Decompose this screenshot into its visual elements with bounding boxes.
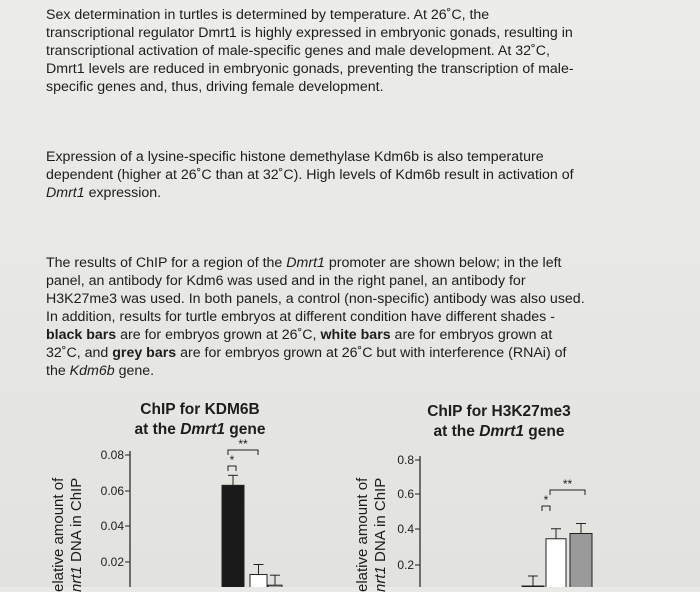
y-axis-label-right-line1: elative amount of (354, 477, 371, 592)
text-line: Dmrt1 levels are reduced in embryonic gonads, preventing the transcription of male- (46, 61, 574, 77)
y-tick-label: 0.06 (100, 484, 124, 498)
gene-name: Dmrt1 (479, 423, 524, 440)
gene-name: Dmrt1 (46, 185, 85, 201)
gene-name: nrt1 (68, 566, 85, 592)
text-fragment: The results of ChIP for a region of the (46, 255, 287, 271)
y-tick-label: 0.4 (397, 522, 414, 536)
text-fragment: the (46, 363, 70, 379)
y-tick-label: 0.08 (100, 448, 124, 462)
y-axis-label-left-line1: elative amount of (50, 477, 67, 592)
bold-term: black bars (46, 327, 117, 343)
text-line: Sex determination in turtles is determined by temperature. At 26˚C, the (46, 7, 490, 23)
chart-title-fragment: gene (523, 423, 565, 440)
chart-title-fragment: at the (134, 421, 181, 438)
gene-name: Kdm6b (69, 363, 115, 379)
bold-term: grey bars (112, 345, 177, 361)
bar (222, 485, 244, 587)
gene-name: nrt1 (372, 566, 389, 592)
gene-name: Dmrt1 (180, 421, 225, 438)
chart-title-line: ChIP for H3K27me3 (427, 403, 571, 420)
significance-mark: ** (238, 437, 248, 451)
text-fragment: promoter are shown below; in the left (324, 255, 562, 271)
significance-mark: * (543, 493, 549, 507)
text-fragment: gene. (114, 363, 155, 379)
y-tick-label: 0.2 (397, 558, 414, 572)
text-line: In addition, results for turtle embryos at different condition have different shades - (46, 309, 555, 325)
text-line: panel, an antibody for Kdm6 was used and in the right panel, an antibody for (46, 273, 526, 289)
text-line: H3K27me3 was used. In both panels, a control (non-specific) antibody was also used. (46, 291, 585, 307)
y-tick-label: 0.8 (397, 453, 414, 467)
bar (250, 574, 267, 587)
significance-mark: ** (562, 477, 573, 491)
chart-title-line: ChIP for KDM6B (140, 401, 260, 418)
text-fragment: are for embryos grown at 26˚C but with interference (RNAi) of (176, 345, 567, 361)
y-tick-label: 0.6 (397, 487, 414, 501)
text-line: transcriptional activation of male-specific genes and male development. At 32˚C, (46, 43, 550, 59)
significance-mark: * (229, 453, 235, 467)
text-fragment: 32˚C, and (46, 345, 113, 361)
chart-title-fragment: gene (224, 421, 266, 438)
text-line: Expression of a lysine-specific histone demethylase Kdm6b is also temperature (46, 149, 544, 165)
bar (570, 534, 592, 588)
bold-term: white bars (320, 327, 391, 343)
y-axis-label-fragment: DNA in ChIP (372, 477, 389, 567)
chart-title-fragment: at the (433, 423, 480, 440)
text-line: transcriptional regulator Dmrt1 is highly expressed in embryonic gonads, resulting in (46, 25, 573, 41)
text-line: specific genes and, thus, driving female development. (46, 79, 384, 95)
text-fragment: are for embryos grown at (390, 327, 553, 343)
bar (546, 539, 566, 587)
text-fragment: are for embryos grown at 26˚C, (116, 327, 321, 343)
text-line: dependent (higher at 26˚C than at 32˚C). High levels of Kdm6b result in activation of (46, 167, 574, 183)
gene-name: Dmrt1 (286, 255, 325, 271)
y-axis-label-fragment: DNA in ChIP (68, 477, 85, 567)
y-tick-label: 0.02 (100, 555, 124, 569)
text-line: expression. (84, 185, 162, 201)
y-tick-label: 0.04 (100, 519, 124, 533)
